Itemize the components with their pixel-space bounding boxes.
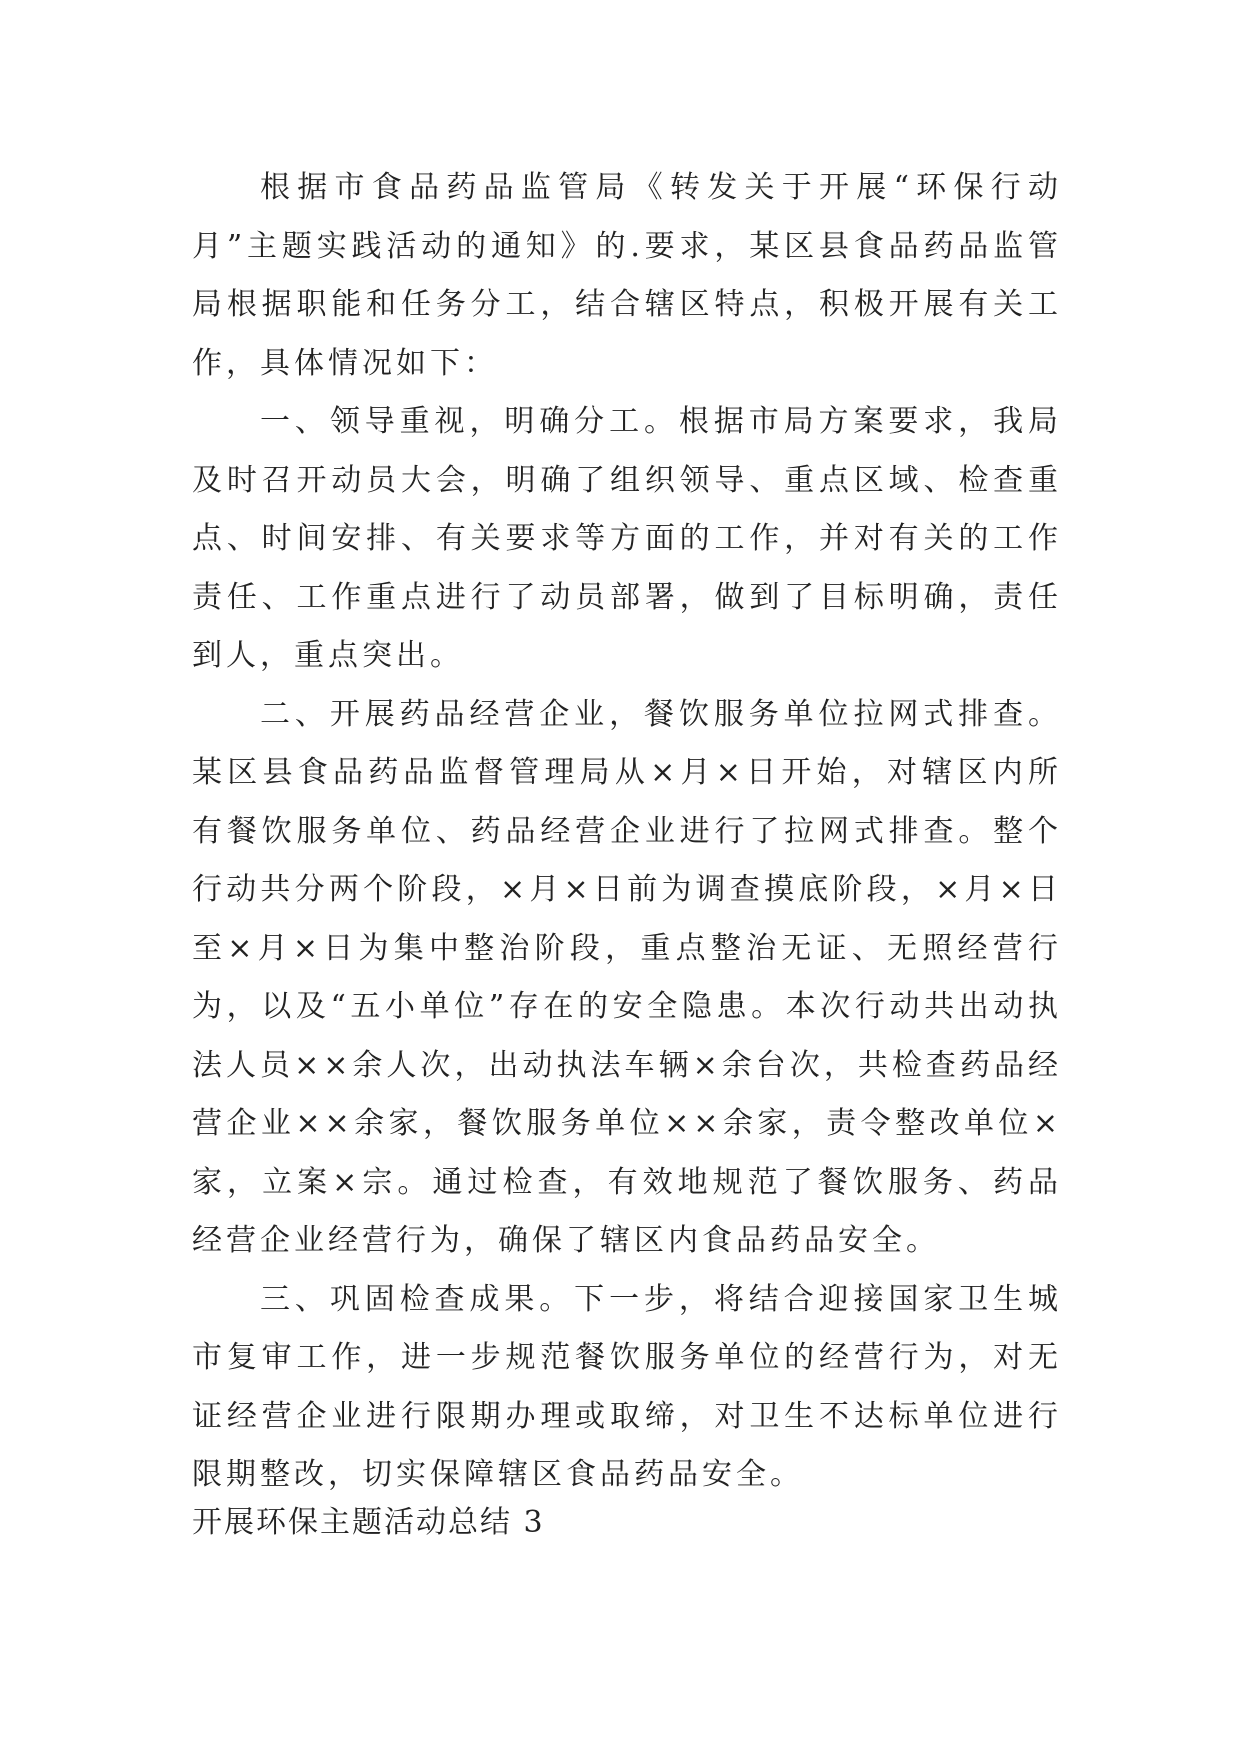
section-heading: 开展环保主题活动总结 3 xyxy=(192,1505,545,1540)
paragraph-section-two: 二、开展药品经营企业，餐饮服务单位拉网式排查。某区县食品药品监督管理局从×月×日开始，对辖区内所有餐饮服务单位、药品经营企业进行了拉网式排查。整个行动共分两个阶段，×月×日前为调查摸底阶段，×月×日至×月×日为集中整治阶段，重点整治无证、无照经营行为，以及“五小单位”存在的安全隐患。本次行动共出动执法人员××余人次，出动执法车辆×余台次，共检查药品经营企业××余家，餐饮服务单位××余家，责令整改单位×家，立案×宗。通过检查，有效地规范了餐饮服务、药品经营企业经营行为，确保了辖区内食品药品安全。 xyxy=(192,696,1062,1258)
document-body xyxy=(192,159,1062,1505)
paragraph-section-three: 三、巩固检查成果。下一步，将结合迎接国家卫生城市复审工作，进一步规范餐饮服务单位的经营行为，对无证经营企业进行限期办理或取缔，对卫生不达标单位进行限期整改，切实保障辖区食品药品安全。 xyxy=(192,1281,1062,1492)
paragraph-intro: 根据市食品药品监管局《转发关于开展“环保行动月”主题实践活动的通知》的.要求，某区县食品药品监管局根据职能和任务分工，结合辖区特点，积极开展有关工作，具体情况如下： xyxy=(192,170,1062,381)
paragraph-section-one: 一、领导重视，明确分工。根据市局方案要求，我局及时召开动员大会，明确了组织领导、重点区域、检查重点、时间安排、有关要求等方面的工作，并对有关的工作责任、工作重点进行了动员部署，做到了目标明确，责任到人，重点突出。 xyxy=(192,404,1062,673)
